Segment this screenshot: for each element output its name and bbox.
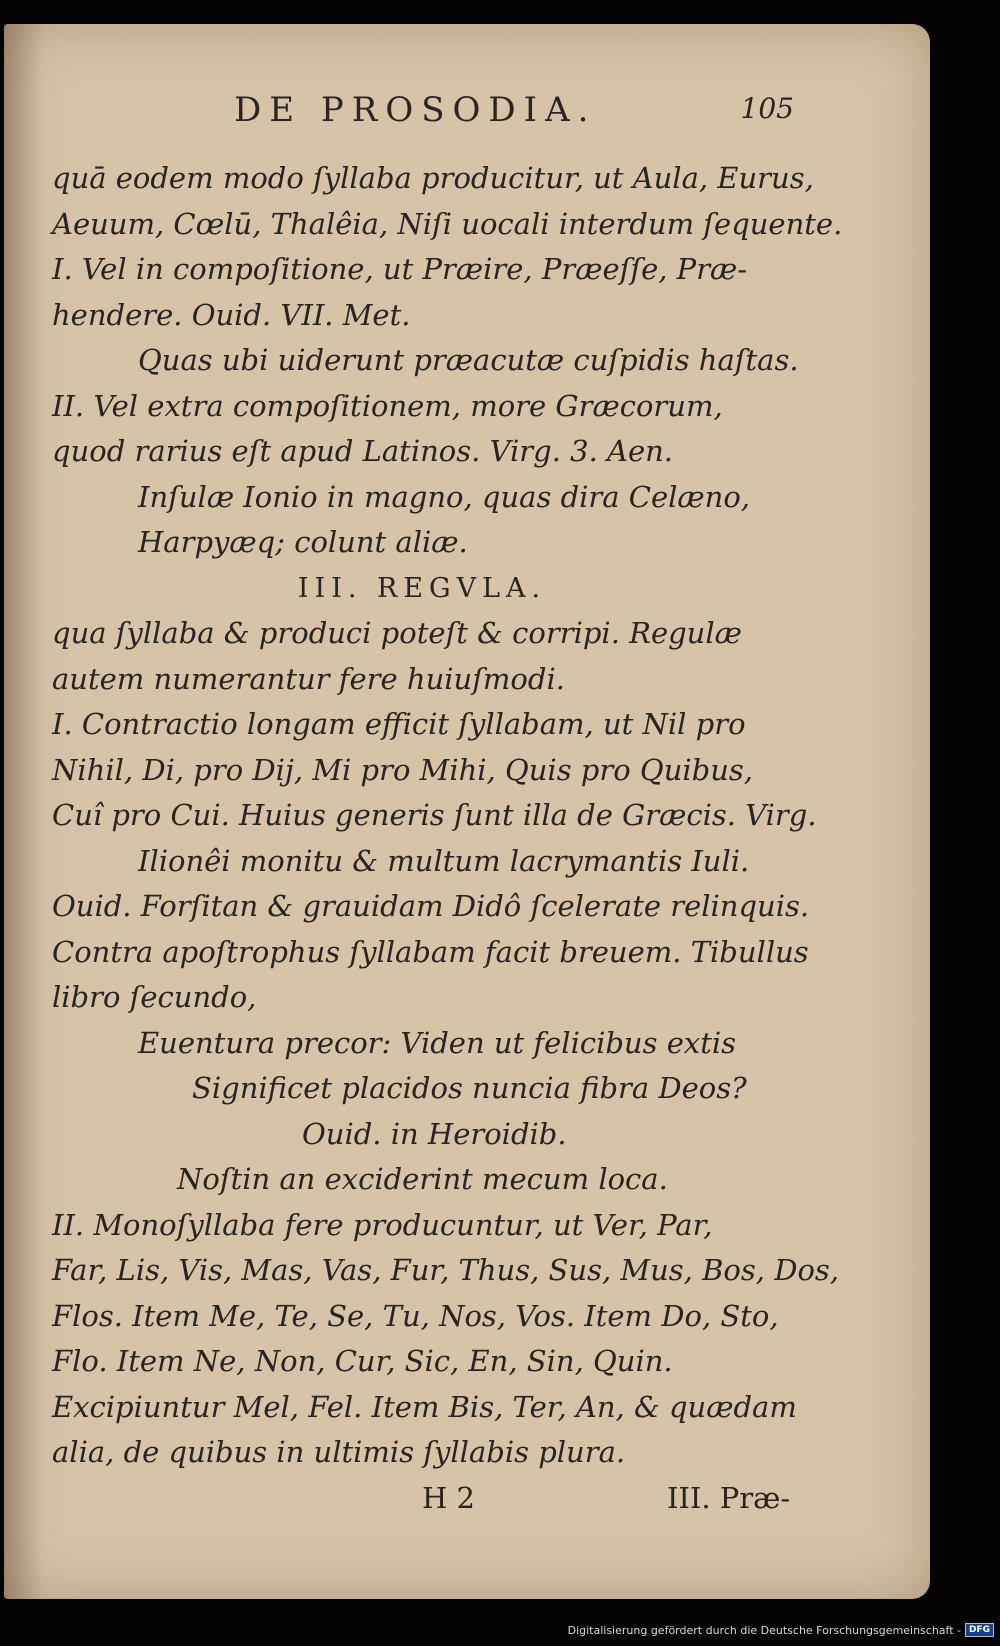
text-line: Contra apoſtrophus ſyllabam facit breuem. Tibullus [52, 934, 809, 969]
footer-credit: Digitalisierung gefördert durch die Deutsche Forschungsgemeinschaft - [567, 1623, 961, 1637]
verse-line: Euentura precor: Viden ut felicibus extis [138, 1025, 737, 1060]
page-number: 105 [740, 92, 794, 125]
text-line: libro ſecundo, [52, 980, 257, 1014]
section-heading: III. REGVLA. [297, 572, 547, 604]
text-line: II. Monoſyllaba fere producuntur, ut Ver, Par, [52, 1207, 713, 1242]
text-line: I. Vel in compoſitione, ut Præire, Præeſſe, Præ- [52, 252, 748, 286]
running-title: DE PROSODIA. [234, 90, 597, 130]
text-line: Aeuum, Cœlū, Thalêia, Niſi uocali interdum ſequente. [52, 206, 843, 241]
verse-line: Ilionêi monitu & multum lacrymantis Iuli. [138, 843, 750, 878]
verse-line: Significet placidos nuncia fibra Deos? [192, 1071, 747, 1105]
text-line: quod rarius eſt apud Latinos. Virg. 3. Aen. [52, 434, 674, 468]
text-line: Excipiuntur Mel, Fel. Item Bis, Ter, An, & quædam [52, 1389, 797, 1424]
text-line: Ouid. Forſitan & grauidam Didô ſcelerate relinquis. [52, 889, 810, 923]
text-line: hendere. Ouid. VII. Met. [52, 297, 411, 332]
page-foot [52, 1476, 832, 1522]
text-line: alia, de quibus in ultimis ſyllabis plura. [52, 1435, 626, 1469]
text-line: Nihil, Di, pro Dij, Mi pro Mihi, Quis pro Quibus, [52, 752, 753, 787]
text-line: II. Vel extra compoſitionem, more Græcorum, [52, 388, 723, 423]
text-line: Far, Lis, Vis, Mas, Vas, Fur, Thus, Sus, Mus, Bos, Dos, [52, 1253, 840, 1287]
verse-line: Harpyæq; colunt aliæ. [138, 525, 468, 559]
body-text [52, 156, 843, 1521]
book-page [4, 24, 930, 1599]
text-line: I. Contractio longam efficit ſyllabam, ut Nil pro [52, 707, 746, 741]
digitization-footer [568, 1620, 994, 1640]
verse-line: Noſtin an exciderint mecum loca. [177, 1162, 668, 1196]
text-line: Cuî pro Cui. Huius generis ſunt illa de Græcis. Virg. [52, 798, 817, 832]
catchword: III. Præ- [667, 1480, 791, 1515]
text-line: autem numerantur fere huiuſmodi. [52, 661, 565, 696]
text-line: quā eodem modo ſyllaba producitur, ut Aula, Eurus, [52, 161, 814, 195]
source-citation: Ouid. in Heroidib. [302, 1116, 567, 1151]
verse-line: Inſulæ Ionio in magno, quas dira Celæno, [138, 479, 751, 514]
text-line: Flo. Item Ne, Non, Cur, Sic, En, Sin, Quin. [52, 1344, 673, 1378]
page-header [234, 90, 794, 130]
text-line: qua ſyllaba & produci poteſt & corripi. Regulæ [52, 616, 742, 650]
verse-line: Quas ubi uiderunt præacutæ cuſpidis haſtas. [138, 343, 799, 377]
text-line: Flos. Item Me, Te, Se, Tu, Nos, Vos. Item Do, Sto, [52, 1298, 779, 1333]
signature-mark: H 2 [422, 1480, 475, 1515]
dfg-logo-icon: DFG [965, 1623, 994, 1637]
